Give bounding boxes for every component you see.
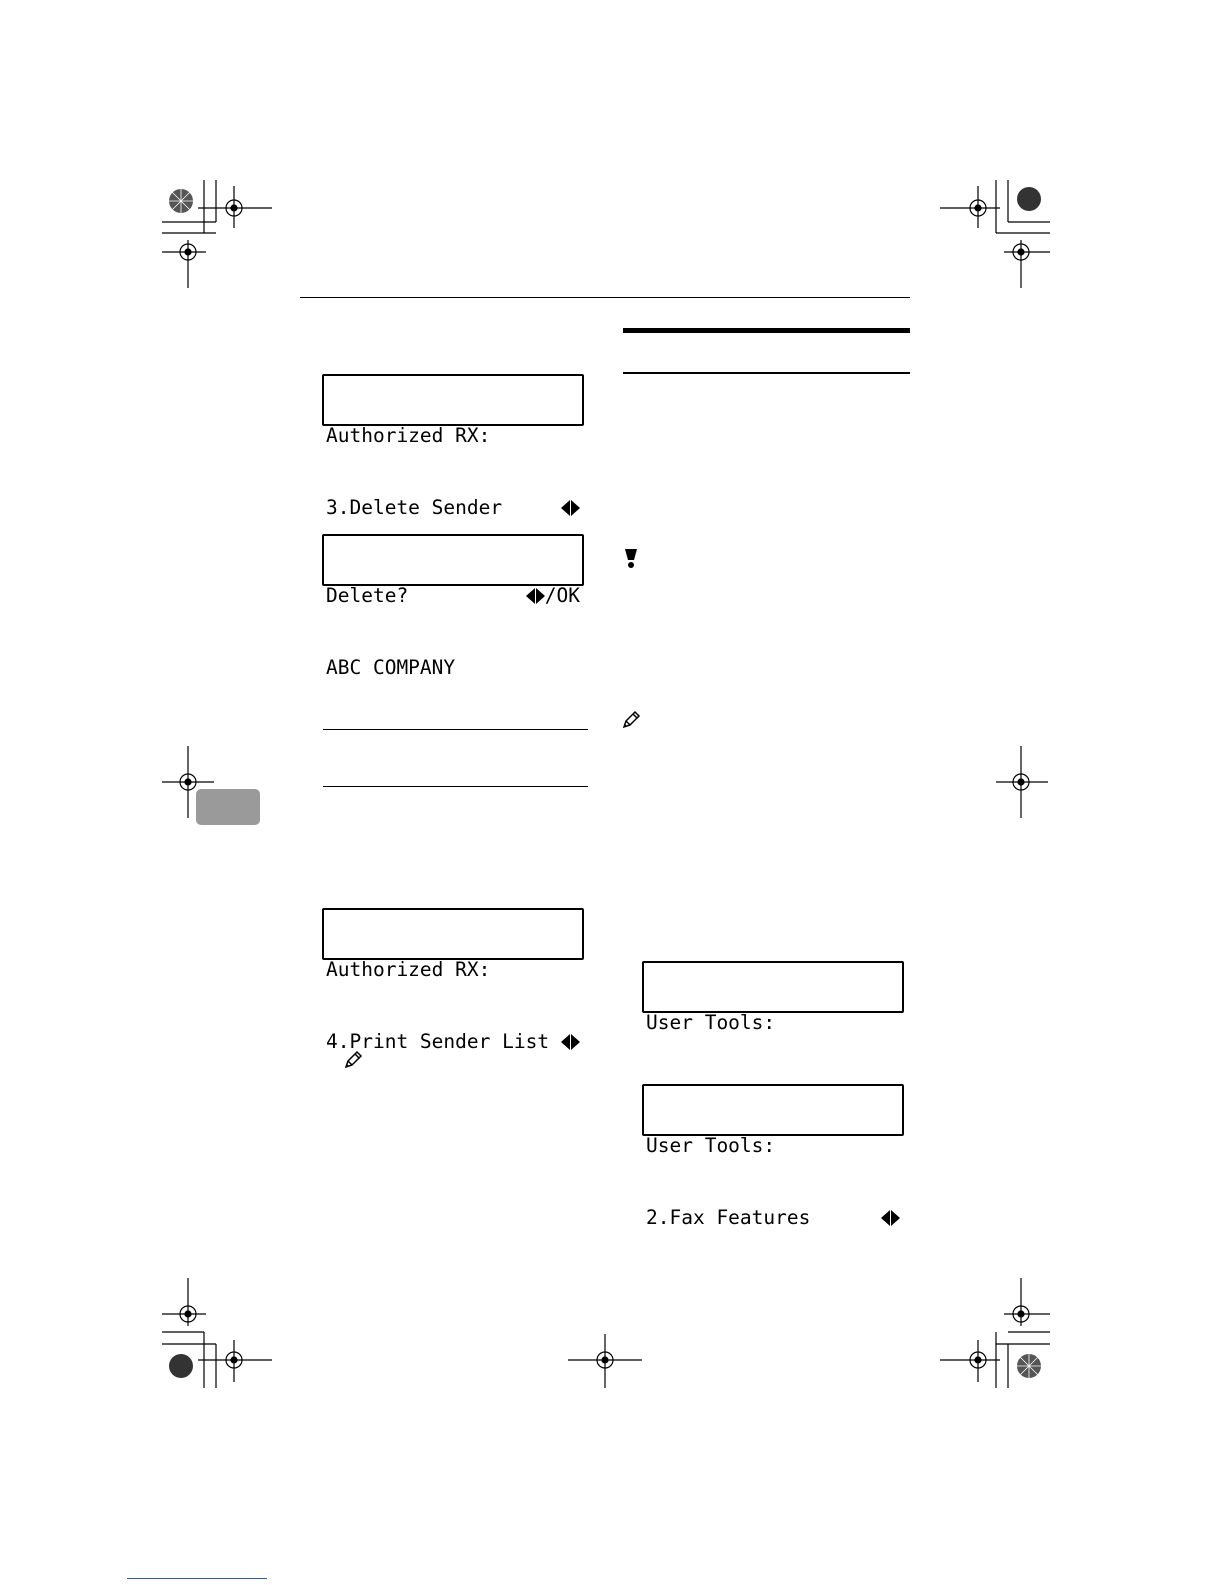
lcd-user-tools-fax: [642, 1084, 904, 1229]
lcd-delete-confirm: [322, 534, 584, 679]
subsection-rule-bottom: [323, 786, 588, 787]
subsection-rule-top: [323, 729, 588, 730]
left-right-arrows-icon: [526, 588, 545, 604]
chapter-tab: [196, 789, 260, 825]
lcd-line-1: Delete?: [326, 584, 409, 607]
lcd-line-2: ABC COMPANY: [326, 656, 456, 679]
left-right-arrows-icon: [561, 500, 580, 516]
lcd-print-sender-list: [322, 908, 584, 1053]
left-right-arrows-icon: [881, 1210, 900, 1226]
lcd-line-2: 4.Print Sender List: [326, 1030, 550, 1053]
lcd-line-1: Authorized RX:: [326, 424, 491, 447]
lcd-line-2: 2.Fax Features: [646, 1206, 811, 1229]
lcd-ok-label: /OK: [544, 584, 580, 607]
exclamation-bulb-icon: [620, 547, 642, 569]
footer-link-underline[interactable]: [127, 1578, 267, 1579]
left-right-arrows-icon: [561, 1034, 580, 1050]
header-rule: [300, 297, 910, 298]
lcd-line-1: User Tools:: [646, 1011, 776, 1034]
lcd-line-1: User Tools:: [646, 1134, 776, 1157]
lcd-line-2: 3.Delete Sender: [326, 496, 503, 519]
lcd-line-1: Authorized RX:: [326, 958, 491, 981]
lcd-delete-sender: [322, 374, 584, 519]
pencil-icon: [342, 1049, 364, 1071]
lcd-user-tools-counter: [642, 961, 904, 1034]
section-heading-rule-thick: [623, 328, 910, 333]
color-targets: [169, 187, 1041, 1378]
pencil-icon: [620, 709, 642, 731]
section-heading-rule-thin: [623, 372, 910, 374]
